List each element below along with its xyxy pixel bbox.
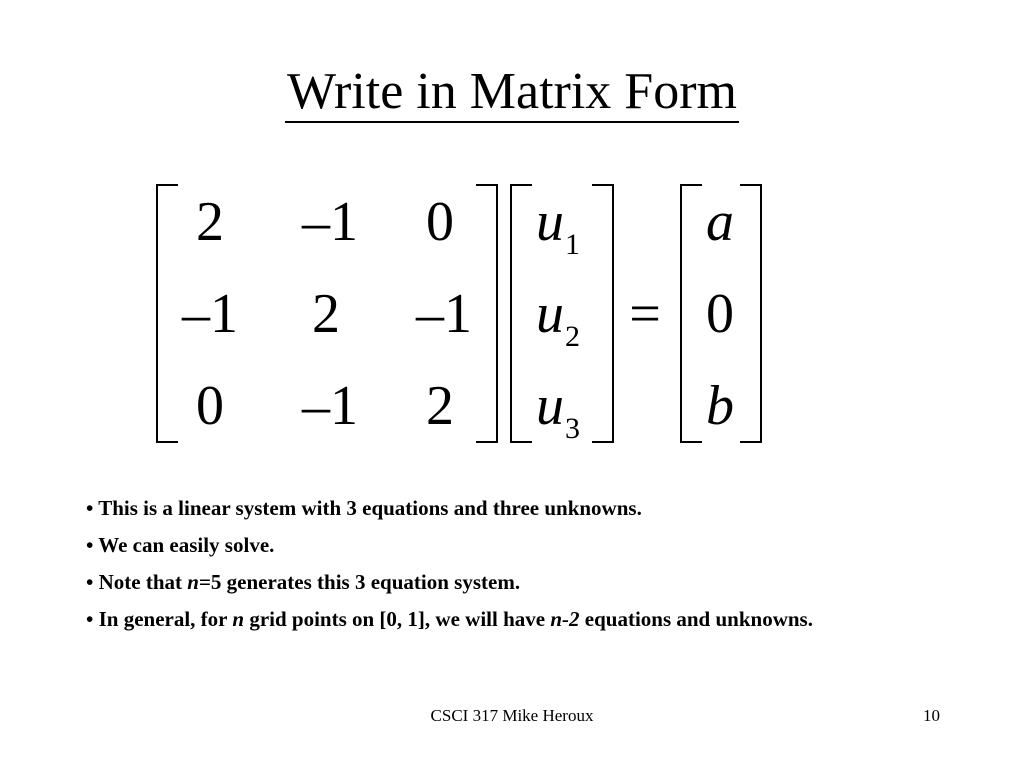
bullet-item — [86, 492, 813, 529]
matrix-cell: 0 — [196, 375, 224, 437]
bullet-text: equations and unknowns. — [579, 607, 813, 631]
variable-n: n — [232, 607, 245, 631]
slide-title-text: Write in Matrix Form — [285, 63, 739, 123]
matrix-cell: 0 — [426, 191, 454, 253]
matrix-cell: 2 — [312, 283, 340, 345]
matrix-cell: –1 — [302, 375, 358, 437]
variable-n-minus-2: n-2 — [550, 607, 580, 631]
bullet-list — [86, 492, 813, 640]
equals-sign: = — [629, 283, 661, 345]
unknown-subscript: 1 — [565, 228, 580, 261]
matrix-cell: 2 — [196, 191, 224, 253]
matrix-cell: –1 — [416, 283, 472, 345]
bullet-marker: • — [86, 570, 94, 594]
rhs-entry: 0 — [706, 283, 734, 345]
bullet-marker: • — [86, 533, 94, 557]
matrix-cell: –1 — [182, 283, 238, 345]
bullet-marker: • — [86, 607, 94, 631]
unknown-subscript: 2 — [565, 320, 580, 353]
bullet-text: Note that — [98, 570, 188, 594]
variable-n: n — [187, 570, 199, 594]
unknown-symbol: u — [536, 191, 564, 253]
bullet-item — [86, 603, 813, 640]
rhs-entry: b — [706, 375, 734, 437]
bullet-text: In general, for — [98, 607, 233, 631]
unknown-u1 — [513, 190, 603, 261]
rhs-entry: a — [706, 191, 734, 253]
unknown-u3 — [513, 374, 603, 445]
bullet-item — [86, 529, 813, 566]
matrix-cell: 2 — [426, 375, 454, 437]
footer-course-author: CSCI 317 Mike Heroux — [430, 706, 594, 725]
matrix-cell: –1 — [302, 191, 358, 253]
bullet-text: We can easily solve. — [98, 533, 275, 557]
unknown-subscript: 3 — [565, 412, 580, 445]
bullet-text: =5 generates this 3 equation system. — [198, 570, 521, 594]
unknown-symbol: u — [536, 283, 564, 345]
unknown-u2 — [513, 282, 603, 353]
bullet-text: This is a linear system with 3 equations and three unknowns. — [98, 496, 642, 520]
bullet-marker: • — [86, 496, 94, 520]
bullet-item — [86, 566, 813, 603]
footer-page-number: 10 — [923, 706, 940, 725]
unknown-symbol: u — [536, 375, 564, 437]
bullet-text: grid points on [0, 1], we will have — [244, 607, 551, 631]
